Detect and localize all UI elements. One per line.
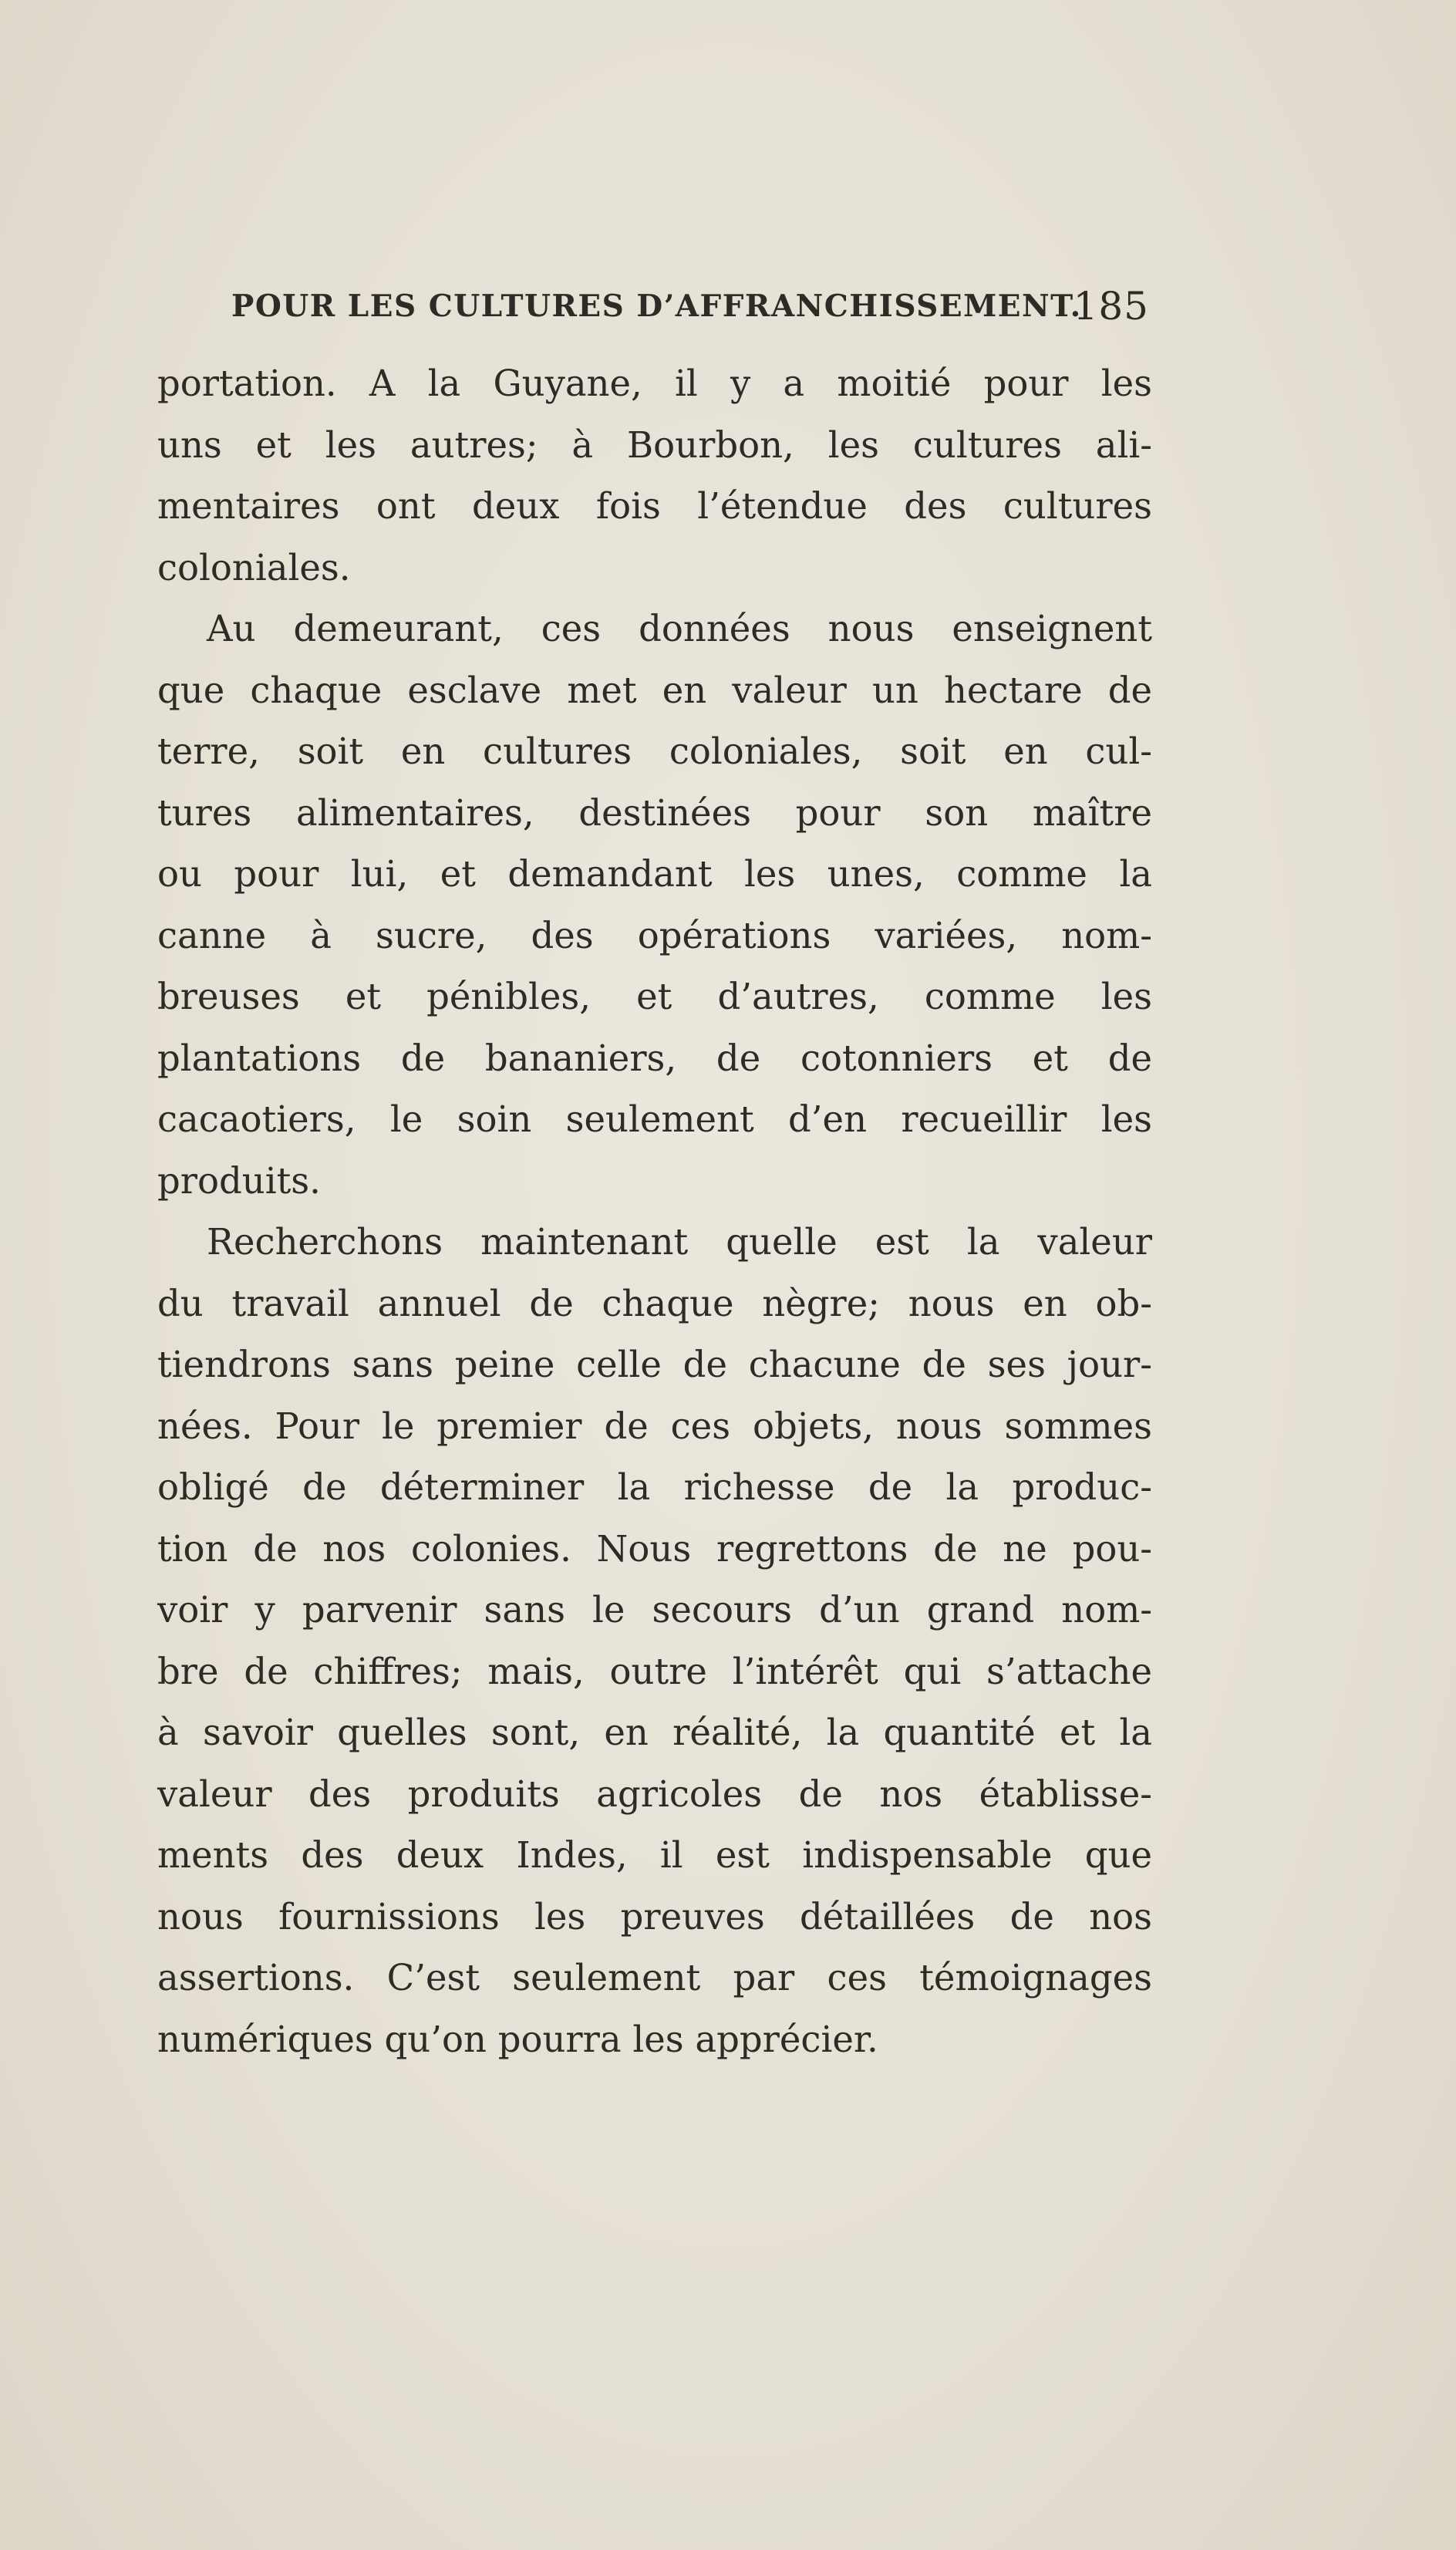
text-line: cacaotiers, le soin seulement d’en recueillir les	[157, 1098, 1152, 1140]
text-line: que chaque esclave met en valeur un hectare de	[157, 669, 1152, 711]
paragraph-first-line: Recherchons maintenant quelle est la valeur	[207, 1221, 1152, 1263]
body-text	[157, 353, 1152, 2070]
text-line: à savoir quelles sont, en réalité, la quantité et la	[157, 1712, 1152, 1753]
text-line: plantations de bananiers, de cotonniers et de	[157, 1037, 1152, 1079]
running-title: POUR LES CULTURES D’AFFRANCHISSEMENT.	[231, 288, 1082, 324]
text-line: nous fournissions les preuves détaillées de nos	[157, 1895, 1152, 1938]
text-line: valeur des produits agricoles de nos établisse-	[157, 1773, 1152, 1815]
text-line: mentaires ont deux fois l’étendue des cultures	[157, 485, 1152, 527]
text-line: tion de nos colonies. Nous regrettons de ne pou-	[157, 1527, 1152, 1570]
text-line: tures alimentaires, destinées pour son maître	[157, 791, 1152, 834]
text-line: ou pour lui, et demandant les unes, comme la	[157, 853, 1152, 895]
text-line: portation. A la Guyane, il y a moitié pour les	[157, 363, 1152, 404]
text-line: coloniales.	[157, 546, 351, 589]
text-line: numériques qu’on pourra les apprécier.	[157, 2018, 878, 2060]
text-line: ments des deux Indes, il est indispensable que	[157, 1834, 1152, 1876]
text-line: assertions. C’est seulement par ces témoignages	[157, 1957, 1152, 1999]
text-line: breuses et pénibles, et d’autres, comme les	[157, 976, 1152, 1017]
text-line: bre de chiffres; mais, outre l’intérêt qui s’attache	[157, 1650, 1152, 1692]
text-line: voir y parvenir sans le secours d’un grand nom-	[157, 1589, 1152, 1631]
text-line: du travail annuel de chaque nègre; nous en ob-	[157, 1282, 1152, 1324]
text-line: uns et les autres; à Bourbon, les cultures ali-	[157, 423, 1152, 466]
text-line: nées. Pour le premier de ces objets, nous sommes	[157, 1405, 1152, 1447]
paragraph-first-line: Au demeurant, ces données nous enseignent	[207, 608, 1152, 649]
text-line: canne à sucre, des opérations variées, nom-	[157, 914, 1152, 956]
text-line: terre, soit en cultures coloniales, soit en cul-	[157, 730, 1152, 772]
text-line: tiendrons sans peine celle de chacune de ses jour-	[157, 1344, 1152, 1385]
running-head	[231, 284, 1149, 338]
text-line: produits.	[157, 1159, 321, 1202]
page-number: 185	[1073, 284, 1149, 329]
text-line: obligé de déterminer la richesse de la produc-	[157, 1466, 1152, 1508]
